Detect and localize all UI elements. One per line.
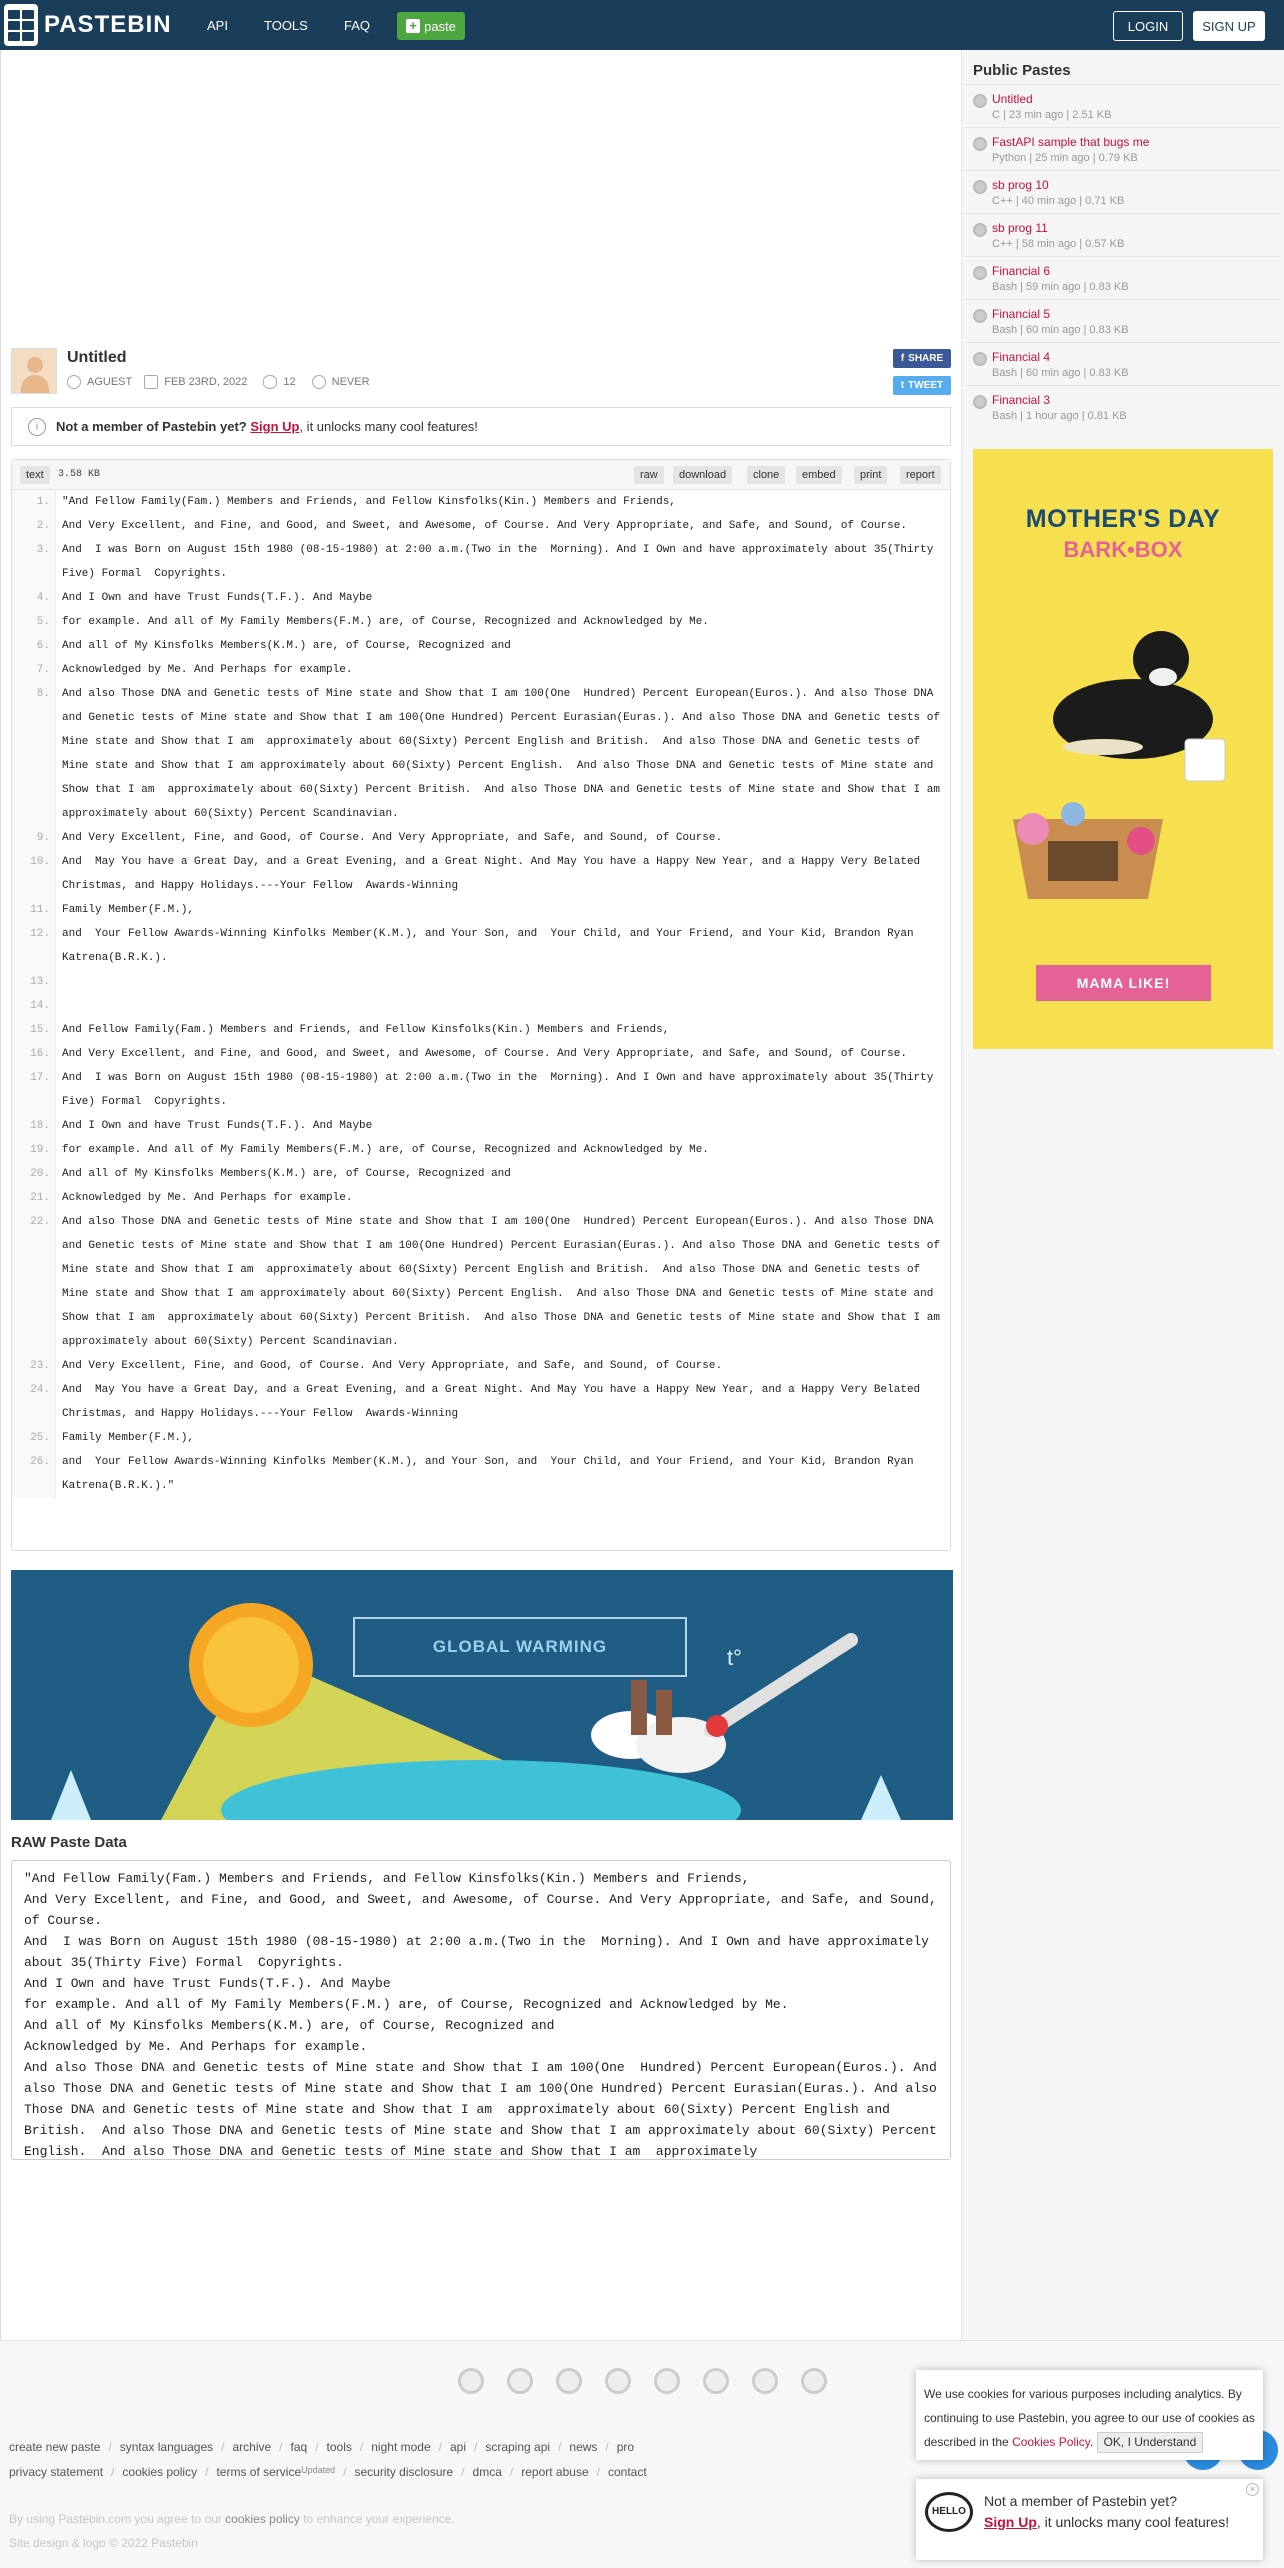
line-text: and Your Fellow Awards-Winning Kinfolks Member(K.M.), and Your Son, and Your Child, and Your Friend, and Your Kid, Brandon Ryan Katrena(B.R.K.)." xyxy=(62,1456,921,1492)
code-line xyxy=(12,994,950,1018)
member-popup-suffix: , it unlocks many cool features! xyxy=(1036,2514,1230,2530)
ad-dog-illustration xyxy=(973,449,1273,1049)
footer-copyright: Site design & logo © 2022 Pastebin xyxy=(9,2536,198,2550)
public-pastes-title: Public Pastes xyxy=(973,62,1071,79)
line-text: And all of My Kinsfolks Members(K.M.) are, of Course, Recognized and xyxy=(62,640,511,652)
globe-icon xyxy=(973,94,987,108)
footer-faq[interactable]: faq xyxy=(290,2440,308,2454)
line-number: 4. xyxy=(12,586,56,610)
line-number: 2. xyxy=(12,514,56,538)
public-paste-item[interactable] xyxy=(965,213,1280,256)
code-line xyxy=(12,682,954,826)
twitter-tweet-button[interactable] xyxy=(893,376,951,395)
public-paste-name[interactable]: Financial 6 xyxy=(992,264,1051,278)
tweet-label: TWEET xyxy=(908,380,944,391)
code-line xyxy=(12,658,950,682)
footer-tools[interactable]: tools xyxy=(326,2440,352,2454)
member-popup-title: Not a member of Pastebin yet? xyxy=(984,2493,1177,2509)
code-line xyxy=(12,634,950,658)
code-line xyxy=(12,1018,950,1042)
android-icon[interactable] xyxy=(654,2368,680,2394)
code-line xyxy=(12,586,950,610)
public-paste-name[interactable]: Financial 3 xyxy=(992,393,1051,407)
nav-tools[interactable]: TOOLS xyxy=(264,18,308,33)
paste-expiry: NEVER xyxy=(331,376,370,388)
public-paste-name[interactable]: FastAPI sample that bugs me xyxy=(992,135,1150,149)
line-number: 19. xyxy=(12,1138,56,1162)
paste-header xyxy=(11,348,951,398)
macos-icon[interactable] xyxy=(703,2368,729,2394)
line-text xyxy=(56,994,72,1018)
code-toolbar xyxy=(12,460,950,490)
line-text: And Very Excellent, Fine, and Good, of Course. And Very Appropriate, and Safe, and Sound, of Course. xyxy=(62,832,723,844)
expiry-icon xyxy=(312,375,326,389)
footer-links-row1: create new paste / syntax languages / archive / faq / tools / night mode / api / scraping api / news / pro xyxy=(9,2440,635,2454)
member-popup-sub xyxy=(984,2514,1229,2530)
top-header xyxy=(0,0,1284,50)
paste-date: FEB 23RD, 2022 xyxy=(164,376,248,388)
line-number: 21. xyxy=(12,1186,56,1210)
mothers-day-ad[interactable] xyxy=(973,449,1273,1049)
line-number: 20. xyxy=(12,1162,56,1186)
footer-cookie-note xyxy=(9,2512,455,2526)
code-line xyxy=(12,1042,950,1066)
footer-archive[interactable]: archive xyxy=(232,2440,272,2454)
line-number: 16. xyxy=(12,1042,56,1066)
paste-size: 3.58 KB xyxy=(58,469,101,480)
line-text: for example. And all of My Family Members(F.M.) are, of Course, Recognized and Acknowledged by Me. xyxy=(62,616,709,628)
public-paste-meta: Bash | 1 hour ago | 0.81 KB xyxy=(992,410,1127,422)
public-paste-item[interactable] xyxy=(965,84,1280,127)
code-line xyxy=(12,514,950,538)
member-popup xyxy=(916,2479,1263,2560)
updated-badge: Updated xyxy=(301,2465,336,2475)
line-text: And Very Excellent, and Fine, and Good, and Sweet, and Awesome, of Course. And Very Appropriate, and Safe, and Sound, of Course. xyxy=(62,1048,907,1060)
footer-report-abuse[interactable]: report abuse xyxy=(521,2465,589,2479)
paste-author: AGUEST xyxy=(87,376,133,388)
calendar-icon xyxy=(144,375,158,389)
line-number: 13. xyxy=(12,970,56,994)
footer-news[interactable]: news xyxy=(569,2440,598,2454)
line-text: And May You have a Great Day, and a Great Evening, and a Great Night. And May You have a Happy New Year, and a Happy Very Belated Christmas, and Happy Holidays.---Your Fellow Awards-Winning xyxy=(62,1384,927,1420)
public-paste-name[interactable]: sb prog 11 xyxy=(992,221,1048,235)
public-paste-name[interactable]: Untitled xyxy=(992,92,1033,106)
share-label: SHARE xyxy=(908,353,944,364)
code-line xyxy=(12,826,950,850)
notice-signup-link[interactable]: Sign Up xyxy=(250,419,300,434)
print-button[interactable]: print xyxy=(854,466,887,484)
line-text: And Very Excellent, and Fine, and Good, and Sweet, and Awesome, of Course. And Very Appropriate, and Safe, and Sound, of Course. xyxy=(62,520,907,532)
nav-faq[interactable]: FAQ xyxy=(344,18,371,33)
line-number: 18. xyxy=(12,1114,56,1138)
code-line xyxy=(12,1354,950,1378)
raw-paste-textarea[interactable] xyxy=(11,1860,951,2160)
signup-button[interactable]: SIGN UP xyxy=(1193,11,1265,41)
member-popup-signup-link[interactable]: Sign Up xyxy=(984,2514,1037,2530)
ad-cta-button[interactable]: MAMA LIKE! xyxy=(1036,965,1211,1001)
line-number: 26. xyxy=(12,1450,56,1498)
twitter-icon: t xyxy=(900,380,905,391)
globe-icon xyxy=(973,266,987,280)
code-viewer xyxy=(11,459,954,1551)
close-icon[interactable]: × xyxy=(1246,2483,1259,2496)
line-number: 5. xyxy=(12,610,56,634)
line-text: Acknowledged by Me. And Perhaps for example. xyxy=(62,664,353,676)
notice-prefix: Not a member of Pastebin yet? xyxy=(56,419,247,434)
line-number: 11. xyxy=(12,898,56,922)
code-line xyxy=(12,490,950,514)
line-number: 6. xyxy=(12,634,56,658)
line-text xyxy=(56,970,72,994)
line-text: "And Fellow Family(Fam.) Members and Friends, and Fellow Kinsfolks(Kin.) Members and Friends, xyxy=(62,496,676,508)
line-text: Acknowledged by Me. And Perhaps for example. xyxy=(62,1192,353,1204)
line-number: 14. xyxy=(12,994,56,1018)
public-paste-item[interactable] xyxy=(965,170,1280,213)
browser-extensions xyxy=(458,2368,827,2394)
public-paste-name[interactable]: Financial 5 xyxy=(992,307,1051,321)
facebook-share-button[interactable] xyxy=(893,349,951,368)
ios-icon[interactable] xyxy=(556,2368,582,2394)
public-paste-meta: Python | 25 min ago | 0.79 KB xyxy=(992,152,1138,164)
line-text: for example. And all of My Family Members(F.M.) are, of Course, Recognized and Acknowledged by Me. xyxy=(62,1144,709,1156)
code-line xyxy=(12,1114,950,1138)
globe-icon xyxy=(973,309,987,323)
footer-terms[interactable]: terms of service xyxy=(216,2465,302,2479)
code-line xyxy=(12,922,950,970)
cookie-policy-link[interactable]: Cookies Policy xyxy=(1012,2435,1090,2449)
eye-icon xyxy=(263,375,277,389)
line-number: 24. xyxy=(12,1378,56,1426)
code-line xyxy=(12,610,950,634)
cookie-banner: We use cookies for various purposes including analytics. By continuing to use Pastebin, you agree to our use of cookies as described in the Cookies Policy. OK, I Understand xyxy=(916,2370,1263,2460)
paste-title: Untitled xyxy=(67,349,127,366)
clone-button[interactable]: clone xyxy=(747,466,785,484)
line-text: and Your Fellow Awards-Winning Kinfolks Member(K.M.), and Your Son, and Your Child, and Your Friend, and Your Kid, Brandon Ryan Katrena(B.R.K.). xyxy=(62,928,921,964)
raw-paste-content: "And Fellow Family(Fam.) Members and Friends, and Fellow Kinsfolks(Kin.) Members and Friends, And Very Excellent, and Fine, and Good, and Sweet, and Awesome, of Course. And Very Appropriate, and Safe, and Sound, of Course. And I was Born on August 15th 1980 (08-15-1980) at 2:00 a.m.(Two in the Morning). And I Own and have approximately about 35(Thirty Five) Formal Copyrights. And I Own and have Trust Funds(T.F.). And Maybe for example. And all of My Family Members(F.M.) are, of Course, Recognized and Acknowledged by Me. And all of My Kinsfolks Members(K.M.) are, of Course, Recognized and Acknowledged by Me. And Perhaps for example. And also Those DNA and Genetic tests of Mine state and Show that I am 100(One Hundred) Percent European(Euros.). And also Those DNA and Genetic tests of Mine state and Show that I am 100(One Hundred) Percent Eurasian(Euras.). And also Those DNA and Genetic tests of Mine state and Show that I am approximately about 60(Sixty) Percent English and British. And also Those DNA and Genetic tests of Mine state and Show that I am approximately about 60(Sixty) Percent English. And also Those DNA and Genetic tests of Mine state and Show that I am approximately xyxy=(24,1871,937,2159)
nav-api[interactable]: API xyxy=(207,18,228,33)
svg-text:t°: t° xyxy=(727,1645,742,1670)
code-line xyxy=(12,850,950,898)
line-text: And I was Born on August 15th 1980 (08-15-1980) at 2:00 a.m.(Two in the Morning). And I Own and have approximately about 35(Thirty Five) Formal Copyrights. xyxy=(62,544,940,580)
paste-views: 12 xyxy=(283,376,296,388)
code-line xyxy=(12,1210,954,1354)
code-line xyxy=(12,1426,950,1450)
public-paste-item[interactable] xyxy=(965,256,1280,299)
line-text: And I Own and have Trust Funds(T.F.). And Maybe xyxy=(62,592,373,604)
facebook-icon: f xyxy=(900,353,905,364)
paste-info xyxy=(67,375,370,389)
footer-api[interactable]: api xyxy=(449,2440,466,2454)
line-number: 23. xyxy=(12,1354,56,1378)
banner-text: GLOBAL WARMING xyxy=(432,1637,608,1656)
code-line xyxy=(12,1066,950,1114)
line-number: 3. xyxy=(12,538,56,586)
global-warming-banner[interactable] xyxy=(11,1570,953,1820)
footer-links-row2: privacy statement / cookies policy / terms of service Updated / security disclosure / dmca / report abuse / contact xyxy=(9,2465,647,2479)
syntax-tag[interactable]: text xyxy=(20,466,50,484)
plus-icon: + xyxy=(406,19,420,33)
footer-note-link[interactable]: cookies policy xyxy=(225,2512,300,2526)
line-number: 17. xyxy=(12,1066,56,1114)
globe-icon xyxy=(973,180,987,194)
member-notice xyxy=(11,407,951,446)
public-paste-item[interactable] xyxy=(965,299,1280,342)
download-button[interactable]: download xyxy=(673,466,732,484)
hello-badge-icon: HELLO xyxy=(925,2492,973,2532)
footer-pro[interactable]: pro xyxy=(616,2440,635,2454)
code-line xyxy=(12,1378,950,1426)
code-line xyxy=(12,1450,950,1498)
footer-dmca[interactable]: dmca xyxy=(472,2465,502,2479)
line-text: And I Own and have Trust Funds(T.F.). And Maybe xyxy=(62,1120,373,1132)
footer-night-mode[interactable]: night mode xyxy=(371,2440,431,2454)
line-number: 1. xyxy=(12,490,56,514)
public-paste-meta: C++ | 58 min ago | 0.57 KB xyxy=(992,238,1125,250)
public-paste-meta: Bash | 59 min ago | 0.83 KB xyxy=(992,281,1129,293)
globe-icon xyxy=(973,223,987,237)
line-number: 25. xyxy=(12,1426,56,1450)
footer-cookies-policy[interactable]: cookies policy xyxy=(122,2465,198,2479)
line-number: 12. xyxy=(12,922,56,970)
user-icon xyxy=(67,375,81,389)
line-number: 9. xyxy=(12,826,56,850)
globe-icon xyxy=(973,352,987,366)
line-number: 7. xyxy=(12,658,56,682)
firefox-icon[interactable] xyxy=(507,2368,533,2394)
globe-icon xyxy=(973,137,987,151)
opera-icon[interactable] xyxy=(752,2368,778,2394)
report-button[interactable]: report xyxy=(900,466,941,484)
banner-illustration xyxy=(11,1570,953,1820)
raw-paste-title: RAW Paste Data xyxy=(11,1834,127,1851)
ad-title: MOTHER'S DAY xyxy=(1025,505,1221,533)
code-line xyxy=(12,538,950,586)
line-text: And I was Born on August 15th 1980 (08-15-1980) at 2:00 a.m.(Two in the Morning). And I Own and have approximately about 35(Thirty Five) Formal Copyrights. xyxy=(62,1072,940,1108)
public-paste-meta: Bash | 60 min ago | 0.83 KB xyxy=(992,324,1129,336)
public-paste-name[interactable]: sb prog 10 xyxy=(992,178,1049,192)
code-line xyxy=(12,898,950,922)
ad-brand: BARK•BOX xyxy=(1063,537,1183,562)
public-paste-item[interactable] xyxy=(965,342,1280,385)
pastebin-logo-icon xyxy=(4,4,38,46)
notice-suffix: , it unlocks many cool features! xyxy=(299,419,478,434)
new-paste-button[interactable] xyxy=(397,12,465,40)
embed-button[interactable]: embed xyxy=(796,466,842,484)
code-line xyxy=(12,1138,950,1162)
line-text: And Very Excellent, Fine, and Good, of Course. And Very Appropriate, and Safe, and Sound, of Course. xyxy=(62,1360,723,1372)
footer-privacy[interactable]: privacy statement xyxy=(9,2465,104,2479)
footer-contact[interactable]: contact xyxy=(607,2465,647,2479)
footer-syntax-languages[interactable]: syntax languages xyxy=(119,2440,214,2454)
windows-icon[interactable] xyxy=(605,2368,631,2394)
user-avatar-icon xyxy=(11,348,57,394)
line-text: And Fellow Family(Fam.) Members and Friends, and Fellow Kinsfolks(Kin.) Members and Friends, xyxy=(62,1024,670,1036)
chrome-icon[interactable] xyxy=(458,2368,484,2394)
logo[interactable] xyxy=(4,4,172,46)
public-paste-meta: C | 23 min ago | 2.51 KB xyxy=(992,109,1112,121)
public-paste-item[interactable] xyxy=(965,127,1280,170)
public-paste-meta: C++ | 40 min ago | 0.71 KB xyxy=(992,195,1125,207)
new-paste-label: paste xyxy=(424,18,456,34)
code-line xyxy=(12,1186,950,1210)
public-paste-meta: Bash | 60 min ago | 0.83 KB xyxy=(992,367,1129,379)
footer-create-paste[interactable]: create new paste xyxy=(9,2440,101,2454)
line-number: 10. xyxy=(12,850,56,898)
line-text: And May You have a Great Day, and a Great Evening, and a Great Night. And May You have a Happy New Year, and a Happy Very Belated Christmas, and Happy Holidays.---Your Fellow Awards-Winning xyxy=(62,856,927,892)
footer-scraping-api[interactable]: scraping api xyxy=(485,2440,551,2454)
footer-note-suffix: to enhance your experience. xyxy=(303,2512,455,2526)
line-number: 8. xyxy=(12,682,56,826)
globe-icon xyxy=(973,395,987,409)
unix-icon[interactable] xyxy=(801,2368,827,2394)
public-pastes-list xyxy=(965,84,1280,428)
info-icon: i xyxy=(28,418,46,436)
line-text: And also Those DNA and Genetic tests of Mine state and Show that I am 100(One Hundred) Percent European(Euros.). And also Those DNA and Genetic tests of Mine state and Show that I am 100(One Hundred) Percent Eurasian(Euras.). And also Those DNA and Genetic tests of Mine state and Show that I am approximately about 60(Sixty) Percent English and British. And also Those DNA and Genetic tests of Mine state and Show that I am approximately about 60(Sixty) Percent English. And also Those DNA and Genetic tests of Mine state and Show that I am approximately about 60(Sixty) Percent British. And also Those DNA and Genetic tests of Mine state and Show that I am approximately about 60(Sixty) Percent Scandinavian. xyxy=(62,688,954,820)
line-text: And also Those DNA and Genetic tests of Mine state and Show that I am 100(One Hundred) Percent European(Euros.). And also Those DNA and Genetic tests of Mine state and Show that I am 100(One Hundred) Percent Eurasian(Euras.). And also Those DNA and Genetic tests of Mine state and Show that I am approximately about 60(Sixty) Percent English and British. And also Those DNA and Genetic tests of Mine state and Show that I am approximately about 60(Sixty) Percent English. And also Those DNA and Genetic tests of Mine state and Show that I am approximately about 60(Sixty) Percent British. And also Those DNA and Genetic tests of Mine state and Show that I am approximately about 60(Sixty) Percent Scandinavian. xyxy=(62,1216,954,1348)
line-number: 22. xyxy=(12,1210,56,1354)
public-paste-name[interactable]: Financial 4 xyxy=(992,350,1051,364)
raw-button[interactable]: raw xyxy=(634,466,664,484)
line-text: And all of My Kinsfolks Members(K.M.) are, of Course, Recognized and xyxy=(62,1168,511,1180)
line-text: Family Member(F.M.), xyxy=(62,1432,195,1444)
line-number: 15. xyxy=(12,1018,56,1042)
code-line xyxy=(12,970,950,994)
code-lines xyxy=(12,490,954,1498)
footer-security[interactable]: security disclosure xyxy=(354,2465,454,2479)
footer-note-prefix: By using Pastebin.com you agree to our xyxy=(9,2512,222,2526)
code-line xyxy=(12,1162,950,1186)
login-button[interactable]: LOGIN xyxy=(1113,11,1183,41)
logo-text: PASTEBIN xyxy=(44,11,172,38)
line-text: Family Member(F.M.), xyxy=(62,904,195,916)
cookie-text: We use cookies for various purposes including analytics. By continuing to use Pastebin, you agree to our use of cookies as described in the xyxy=(924,2387,1255,2449)
cookie-ok-button[interactable]: OK, I Understand xyxy=(1097,2432,1204,2453)
public-paste-item[interactable] xyxy=(965,385,1280,428)
